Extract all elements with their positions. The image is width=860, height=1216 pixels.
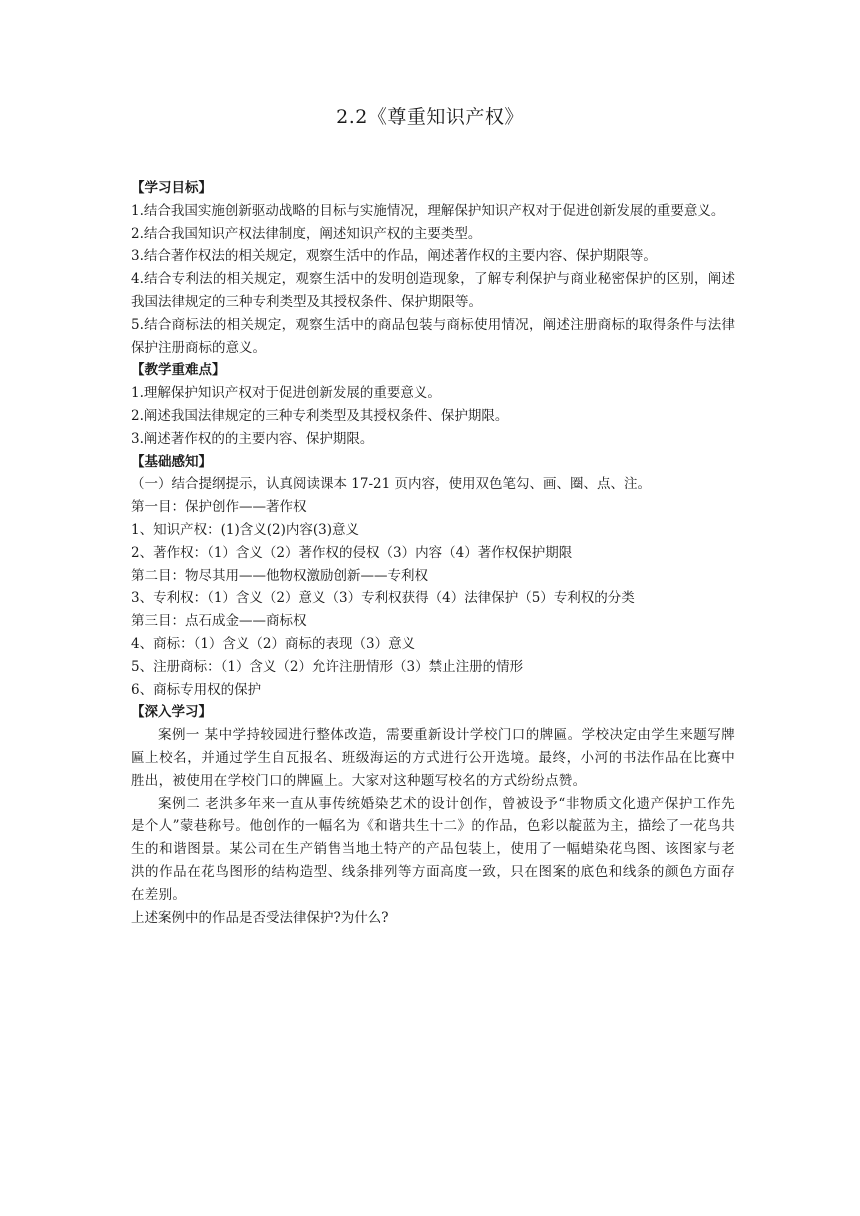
- key-point-item: 2.阐述我国法律规定的三种专利类型及其授权条件、保护期限。: [131, 407, 509, 424]
- basics-item: 2、著作权：（1）含义（2）著作权的侵权（3）内容（4）著作权保护期限: [131, 544, 573, 561]
- deep-learning-heading: 【深入学习】: [131, 704, 212, 721]
- objective-item: 5.结合商标法的相关规定，观察生活中的商品包装与商标使用情况，阐述注册商标的取得条件与法律保护注册商标的意义。: [131, 316, 735, 356]
- basics-item: （一）结合提纲提示，认真阅读课本 17-21 页内容，使用双色笔勾、画、圈、点、注。: [131, 476, 651, 493]
- case-one-paragraph: 案例一 某中学持较园进行整体改造，需要重新设计学校门口的牌匾。学校决定由学生来题写牌匾上校名，并通过学生自瓦报名、班级海运的方式进行公开选境。最终，小河的书法作品在比赛中胜出，被使用在学校门口的牌匾上。大家对这种题写校名的方式纷纷点赞。: [131, 727, 735, 789]
- basics-item: 3、专利权：（1）含义（2）意义（3）专利权获得（4）法律保护（5）专利权的分类: [131, 590, 635, 607]
- objective-item: 1.结合我国实施创新驱动战略的目标与实施情况，理解保护知识产权对于促进创新发展的重要意义。: [131, 202, 725, 219]
- key-point-item: 1.理解保护知识产权对于促进创新发展的重要意义。: [131, 385, 441, 402]
- basics-item: 4、商标：（1）含义（2）商标的表现（3）意义: [131, 635, 416, 652]
- page-title: 2.2《尊重知识产权》: [336, 106, 524, 128]
- basics-heading: 【基础感知】: [131, 453, 212, 470]
- case-two-paragraph: 案例二 老洪多年来一直从事传统婚染艺术的设计创作，曾被设予“非物质文化遗产保护工作先是个人”蒙巷称号。他创作的一幅名为《和谐共生十二》的作品，色彩以靛蓝为主，描绘了一花鸟共生的和谐图景。某公司在生产销售当地土特产的产品包装上，使用了一幅蜡染花鸟图、该图家与老洪的作品在花鸟图形的结构造型、线条排列等方面高度一致，只在图案的底色和线条的颜色方面存在差别。: [131, 795, 735, 903]
- case-question: 上述案例中的作品是否受法律保护?为什么?: [131, 909, 389, 926]
- objective-item: 2.结合我国知识产权法律制度，阐述知识产权的主要类型。: [131, 225, 482, 242]
- objective-item: 4.结合专利法的相关规定，观察生活中的发明创造现象，了解专利保护与商业秘密保护的区别，阐述我国法律规定的三种专利类型及其授权条件、保护期限等。: [131, 271, 735, 310]
- key-point-item: 3.阐述著作权的的主要内容、保护期限。: [131, 430, 374, 447]
- basics-item: 6、商标专用权的保护: [131, 681, 262, 698]
- objective-item: 3.结合著作权法的相关规定，观察生活中的作品，阐述著作权的主要内容、保护期限等。: [131, 248, 657, 265]
- document-body: [131, 177, 735, 929]
- basics-item: 第三目：点石成金——商标权: [131, 613, 307, 630]
- basics-item: 1、知识产权：(1)含义(2)内容(3)意义: [131, 521, 359, 538]
- basics-item: 第一目：保护创作——著作权: [131, 499, 307, 516]
- objectives-heading: 【学习目标】: [131, 180, 212, 196]
- key-points-heading: 【教学重难点】: [131, 362, 226, 379]
- basics-item: 第二目：物尽其用——他物权激励创新——专利权: [131, 567, 428, 584]
- basics-item: 5、注册商标：（1）含义（2）允许注册情形（3）禁止注册的情形: [131, 658, 524, 675]
